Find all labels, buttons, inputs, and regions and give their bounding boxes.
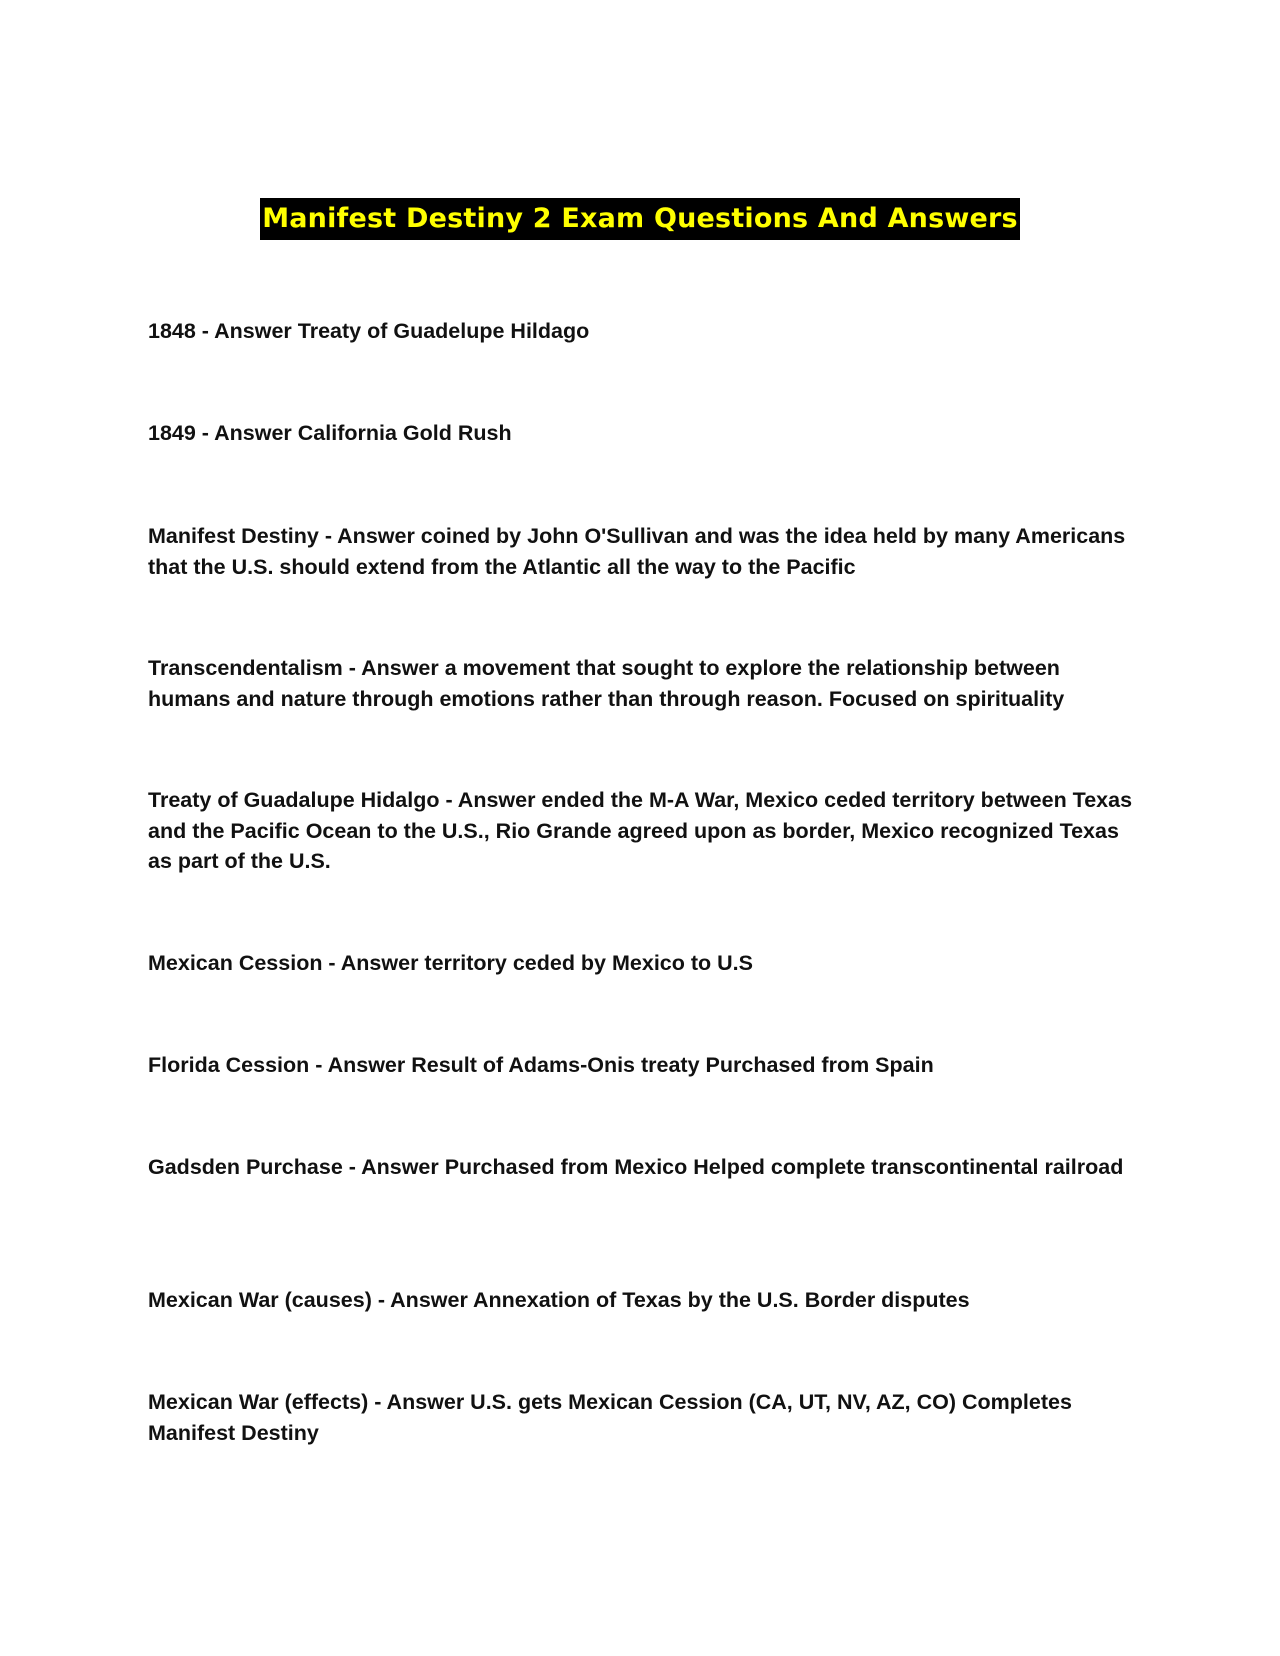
title-container bbox=[0, 198, 1280, 240]
qa-entry-gadsden-purchase: Gadsden Purchase - Answer Purchased from Mexico Helped complete transcontinental railroad bbox=[148, 1155, 1124, 1179]
qa-entry-manifest-destiny: Manifest Destiny - Answer coined by John O'Sullivan and was the idea held by many Americans that the U.S. should extend from the Atlantic all the way to the Pacific bbox=[148, 524, 1126, 579]
qa-entry-1849: 1849 - Answer California Gold Rush bbox=[148, 421, 512, 445]
qa-entry-mexican-war-effects: Mexican War (effects) - Answer U.S. gets Mexican Cession (CA, UT, NV, AZ, CO) Completes Manifest Destiny bbox=[148, 1390, 1072, 1445]
qa-entry-transcendentalism: Transcendentalism - Answer a movement that sought to explore the relationship between humans and nature through emotions rather than through reason. Focused on spirituality bbox=[148, 656, 1065, 711]
qa-entry-1848: 1848 - Answer Treaty of Guadelupe Hildago bbox=[148, 319, 590, 343]
qa-entry-mexican-cession: Mexican Cession - Answer territory ceded by Mexico to U.S bbox=[148, 951, 753, 975]
document-title: Manifest Destiny 2 Exam Questions And Answers bbox=[260, 198, 1020, 240]
qa-entry-treaty-of-guadalupe-hidalgo: Treaty of Guadalupe Hidalgo - Answer ended the M-A War, Mexico ceded territory between Texas and the Pacific Ocean to the U.S., Rio Grande agreed upon as border, Mexico recognized Texas as part of the U.S. bbox=[148, 788, 1133, 873]
qa-entry-florida-cession: Florida Cession - Answer Result of Adams-Onis treaty Purchased from Spain bbox=[148, 1053, 934, 1077]
qa-entry-mexican-war-causes: Mexican War (causes) - Answer Annexation of Texas by the U.S. Border disputes bbox=[148, 1288, 970, 1312]
